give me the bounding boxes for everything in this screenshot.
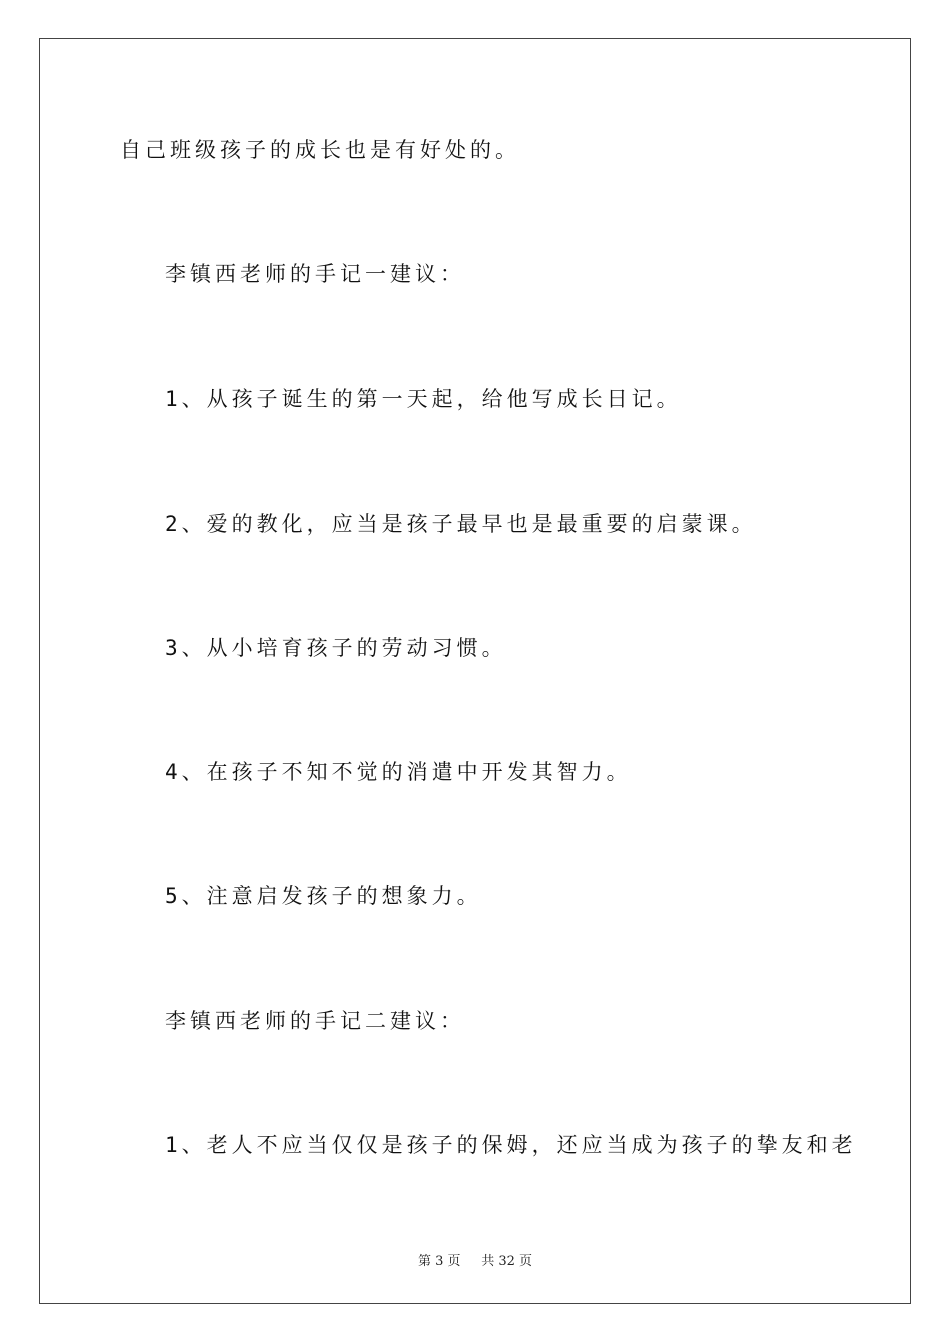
section-heading-1: 李镇西老师的手记一建议： — [165, 262, 465, 286]
page-footer — [0, 1250, 950, 1269]
page-total: 共 32 页 — [481, 1254, 533, 1269]
page-number: 第 3 页 — [417, 1254, 461, 1269]
list-item: 3、从小培育孩子的劳动习惯。 — [165, 636, 507, 660]
list-item: 1、老人不应当仅仅是孩子的保姆，还应当成为孩子的挚友和老 — [165, 1133, 857, 1157]
paragraph-continuation: 自己班级孩子的成长也是有好处的。 — [120, 138, 520, 162]
page-frame — [39, 38, 911, 1304]
list-item: 4、在孩子不知不觉的消遣中开发其智力。 — [165, 760, 632, 784]
list-item: 5、注意启发孩子的想象力。 — [165, 884, 482, 908]
list-item: 2、爱的教化，应当是孩子最早也是最重要的启蒙课。 — [165, 512, 757, 536]
section-heading-2: 李镇西老师的手记二建议： — [165, 1009, 465, 1033]
list-item: 1、从孩子诞生的第一天起，给他写成长日记。 — [165, 387, 682, 411]
